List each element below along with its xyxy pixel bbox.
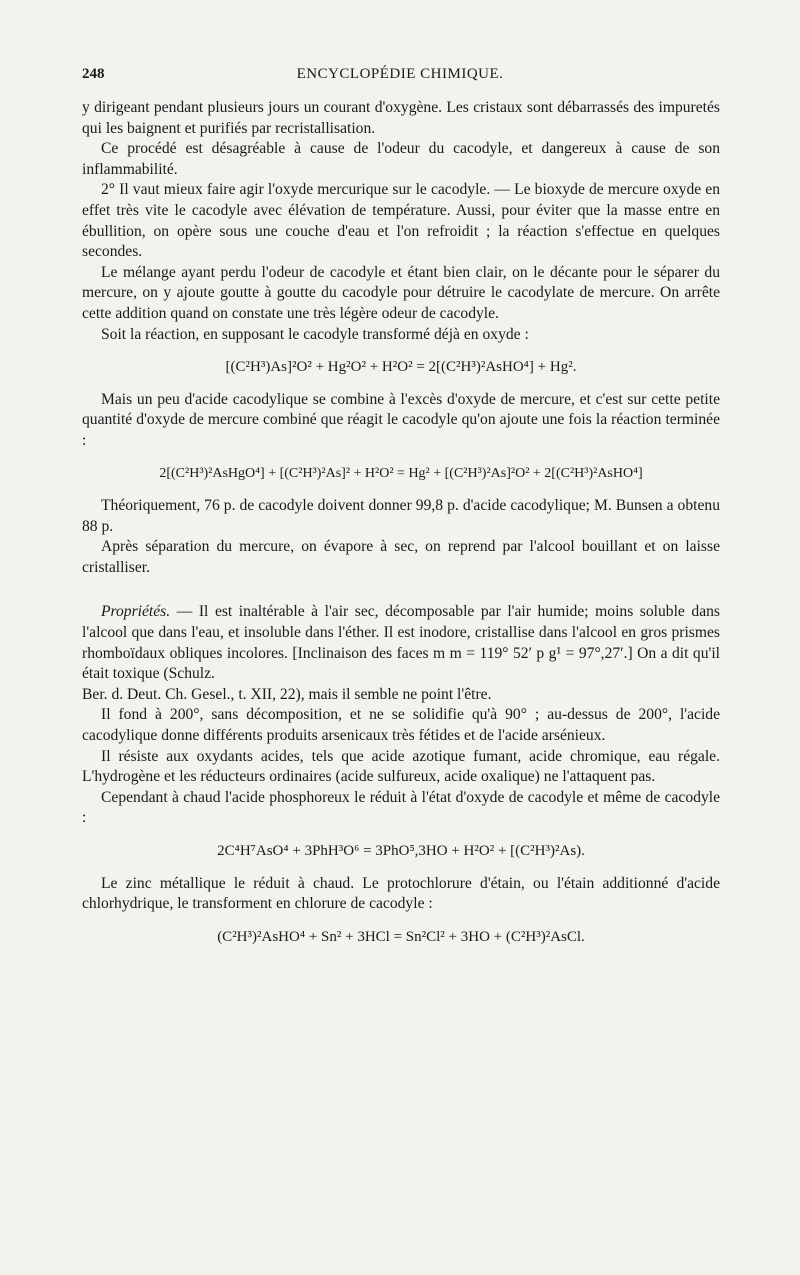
page-body <box>82 98 720 959</box>
paragraph: Soit la réaction, en supposant le cacodyle transformé déjà en oxyde : <box>101 325 529 343</box>
equation: (C²H³)²AsHO⁴ + Sn² + 3HCl = Sn²Cl² + 3HO + (C²H³)²AsCl. <box>217 928 585 945</box>
paragraph: Ce procédé est désagréable à cause de l'odeur du cacodyle, et dangereux à cause de son inflammabilité. <box>82 140 720 178</box>
equation: [(C²H³)As]²O² + Hg²O² + H²O² = 2[(C²H³)²AsHO⁴] + Hg². <box>225 359 577 376</box>
running-title: ENCYCLOPÉDIE CHIMIQUE. <box>296 66 504 82</box>
section-gap <box>82 578 720 602</box>
paragraph-text: — Il est inaltérable à l'air sec, décomposable par l'air humide; moins soluble dans l'alcool que dans l'eau, et insoluble dans l'éther. Il est inodore, cristallise dans l'alcool en gros prismes rhomboïdaux obliques incolores. [Inclinaison des faces m m = 119° 52′ p g¹ = 97°,27′.] On a dit qu'il était toxique (Schulz. <box>82 603 720 683</box>
paragraph: Le mélange ayant perdu l'odeur de cacodyle et étant bien clair, on le décante pour le séparer du mercure, on y ajoute goutte à goutte du cacodyle pour détruire le cacodylate de mercure. On arrête cette addition quand on constate une très légère odeur de cacodyle. <box>82 263 720 322</box>
paragraph: Il résiste aux oxydants acides, tels que acide azotique fumant, acide chromique, eau régale. L'hydrogène et les réducteurs ordinaires (acide sulfureux, acide oxalique) ne l'attaquent pas. <box>82 747 720 786</box>
paragraph: y dirigeant pendant plusieurs jours un courant d'oxygène. Les cristaux sont débarrassés des impuretés qui les baignent et purifiés par recristallisation. <box>82 99 720 137</box>
paragraph: Après séparation du mercure, on évapore à sec, on reprend par l'alcool bouillant et on laisse cristalliser. <box>82 538 720 576</box>
page-header <box>82 66 718 88</box>
paragraph: Mais un peu d'acide cacodylique se combine à l'excès d'oxyde de mercure, et c'est sur cette petite quantité d'oxyde de mercure combiné que réagit le cacodyle qu'on ajoute une fois la réaction terminée : <box>82 390 720 449</box>
paragraph: Il fond à 200°, sans décomposition, et ne se solidifie qu'à 90° ; au-dessus de 200°, l'acide cacodylique donne différents produits arsenicaux très fétides et de l'acide arsénieux. <box>82 706 720 745</box>
paragraph: Le zinc métallique le réduit à chaud. Le protochlorure d'étain, ou l'étain additionné d'acide chlorhydrique, le transforment en chlorure de cacodyle : <box>82 874 720 913</box>
page-number: 248 <box>82 66 105 82</box>
paragraph: Cependant à chaud l'acide phosphoreux le réduit à l'état d'oxyde de cacodyle et même de cacodyle : <box>82 788 720 827</box>
equation: 2C⁴H⁷AsO⁴ + 3PhH³O⁶ = 3PhO⁵,3HO + H²O² + [(C²H³)²As). <box>217 843 585 859</box>
section-heading: Propriétés. <box>101 603 171 621</box>
paragraph-properties <box>82 602 720 684</box>
equation: 2[(C²H³)²AsHgO⁴] + [(C²H³)²As]² + H²O² = Hg² + [(C²H³)²As]²O² + 2[(C²H³)²AsHO⁴] <box>159 465 643 481</box>
paragraph: 2° Il vaut mieux faire agir l'oxyde mercurique sur le cacodyle. — Le bioxyde de mercure oxyde en effet très vite le cacodyle avec élévation de température. Aussi, pour éviter que la masse entre en ébullition, on opère sous une couche d'eau et l'on refroidit ; la réaction s'effectue en quelques secondes. <box>82 181 720 261</box>
paragraph: Ber. d. Deut. Ch. Gesel., t. XII, 22), mais il semble ne point l'être. <box>82 685 492 703</box>
paragraph: Théoriquement, 76 p. de cacodyle doivent donner 99,8 p. d'acide cacodylique; M. Bunsen a obtenu 88 p. <box>82 497 720 535</box>
